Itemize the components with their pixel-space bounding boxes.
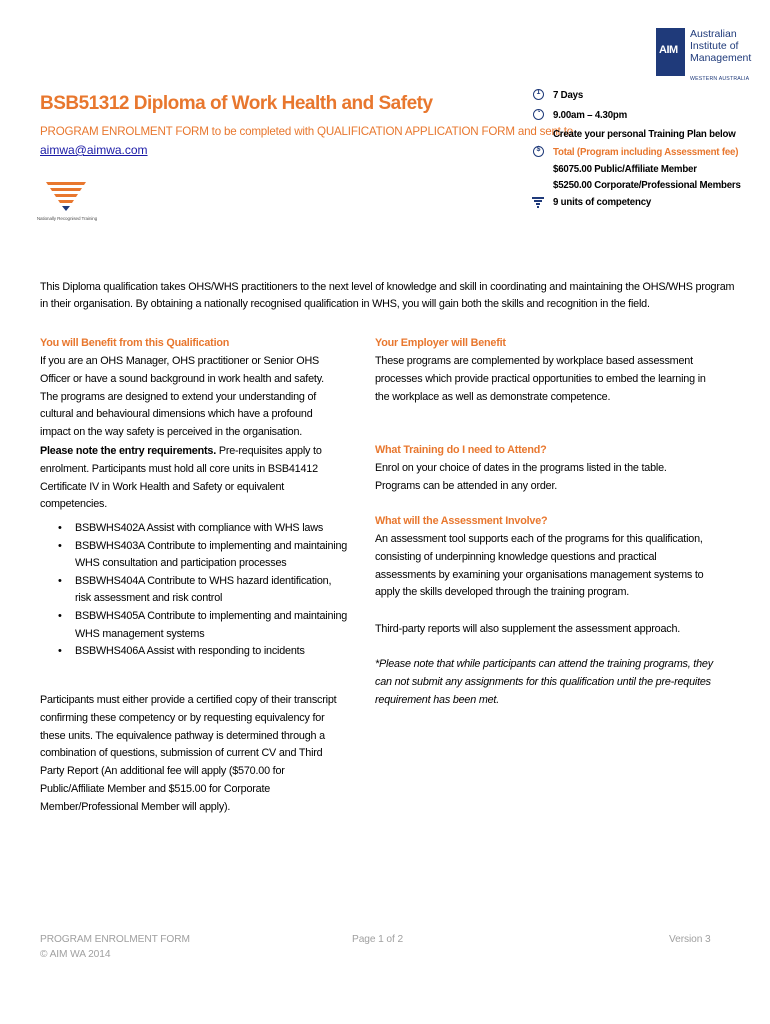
list-item: • BSBWHS404A Contribute to WHS hazard identification, risk assessment and risk control bbox=[58, 573, 348, 608]
entry-requirements-bold: Please note the entry requirements. bbox=[40, 445, 217, 457]
footer-page-number: Page 1 of 2 bbox=[352, 934, 404, 945]
list-item: • BSBWHS402A Assist with compliance with WHS laws bbox=[58, 520, 348, 538]
footer-form-name: PROGRAM ENROLMENT FORM bbox=[40, 934, 190, 945]
entry-requirements bbox=[40, 443, 340, 514]
training-heading: What Training do I need to Attend? bbox=[375, 444, 547, 456]
benefit-text: If you are an OHS Manager, OHS practitioner or Senior OHS Officer or have a sound background in work health and safety. The programs are designed to extend your understanding of cultural and behavioural dimensions which have a profound impact on the way safety is perceived in the organisation. bbox=[40, 355, 324, 439]
entry-requirements-text: Pre-requisites apply to enrolment. Participants must hold all core units in BSB41412 Certificate IV in Work Health and Safety or equivalent competencies. bbox=[40, 445, 322, 511]
info-training-plan: Create your personal Training Plan below bbox=[553, 129, 736, 140]
nrt-logo-text: Nationally Recognised Training bbox=[36, 216, 98, 221]
aim-logo-mark bbox=[656, 28, 685, 76]
nrt-logo-icon bbox=[42, 180, 90, 212]
intro-paragraph: This Diploma qualification takes OHS/WHS practitioners to the next level of knowledge and skill in coordinating and maintaining the OHS/WHS program in their organisation. By obtaining a nationally recognised qualification in WHS, you will gain both the skills and recognition in the field. bbox=[40, 281, 735, 310]
footer-copyright: © AIM WA 2014 bbox=[40, 949, 111, 960]
assessment-text: An assessment tool supports each of the programs for this qualification, consisting of underpinning knowledge questions and practical assessments by examining your organisations management systems to apply the skills developed through the training program. bbox=[375, 533, 704, 599]
list-item: • BSBWHS406A Assist with responding to incidents bbox=[58, 643, 348, 661]
employer-text: These programs are complemented by workplace based assessment processes which provide practical opportunities to embed the learning in the workplace as well as demonstrate competence. bbox=[375, 355, 706, 403]
aim-logo-initials: AIM bbox=[659, 44, 678, 56]
aim-logo-region: WESTERN AUSTRALIA bbox=[690, 76, 750, 82]
list-icon bbox=[532, 197, 544, 208]
list-item: • BSBWHS405A Contribute to implementing and maintaining WHS management systems bbox=[58, 608, 348, 643]
calendar-icon: 1 bbox=[533, 89, 544, 100]
footer-version: Version 3 bbox=[669, 934, 711, 945]
email-link[interactable]: aimwa@aimwa.com bbox=[40, 143, 148, 157]
list-item: • BSBWHS403A Contribute to implementing and maintaining WHS consultation and participation processes bbox=[58, 538, 348, 573]
info-total-label: Total (Program including Assessment fee) bbox=[553, 147, 739, 158]
info-price-corporate: $5250.00 Corporate/Professional Members bbox=[553, 180, 741, 191]
info-hours: 9.00am – 4.30pm bbox=[553, 110, 628, 121]
info-units: 9 units of competency bbox=[553, 197, 652, 208]
training-text: Enrol on your choice of dates in the programs listed in the table. Programs can be attended in any order. bbox=[375, 462, 667, 492]
dollar-icon: $ bbox=[533, 146, 544, 157]
core-units-list bbox=[58, 520, 348, 661]
transcript-text: Participants must either provide a certified copy of their transcript confirming these competency or by requesting equivalency for these units. The equivalence pathway is determined through a combination of questions, submission of current CV and Third Party Report (An additional fee will apply ($570.00 for Public/Affiliate Member and $515.00 for Corporate Member/Professional Member will apply). bbox=[40, 694, 337, 813]
document-title: BSB51312 Diploma of Work Health and Safety bbox=[40, 93, 433, 114]
employer-heading: Your Employer will Benefit bbox=[375, 337, 506, 349]
assessment-heading: What will the Assessment Involve? bbox=[375, 515, 548, 527]
document-subtitle: PROGRAM ENROLMENT FORM to be completed with QUALIFICATION APPLICATION FORM and sent to bbox=[40, 125, 573, 138]
info-duration: 7 Days bbox=[553, 90, 584, 101]
info-price-affiliate: $6075.00 Public/Affiliate Member bbox=[553, 164, 697, 175]
aim-logo-wordmark: Australian Institute of Management bbox=[690, 28, 752, 64]
third-party-text: Third-party reports will also supplement the assessment approach. bbox=[375, 623, 681, 635]
clock-icon: ◔ bbox=[533, 109, 544, 120]
benefit-heading: You will Benefit from this Qualification bbox=[40, 337, 230, 349]
prerequisite-note: *Please note that while participants can attend the training programs, they can not submit any assignments for this qualification until the pre-requites requirement has been met. bbox=[375, 658, 713, 706]
